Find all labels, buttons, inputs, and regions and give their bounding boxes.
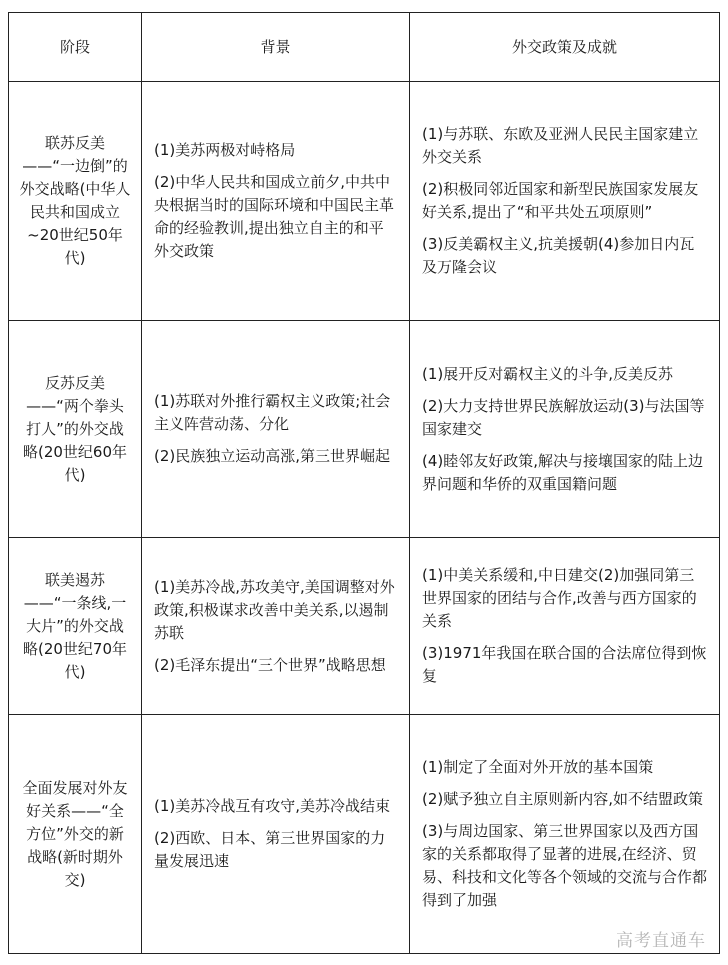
background-item: (1)美苏冷战互有攻守,美苏冷战结束	[154, 797, 391, 815]
policy-item: (4)睦邻友好政策,解决与接壤国家的陆上边界问题和华侨的双重国籍问题	[422, 451, 704, 493]
foreign-policy-table	[8, 12, 720, 954]
policy-cell	[410, 82, 720, 321]
background-item: (1)苏联对外推行霸权主义政策;社会主义阵营动荡、分化	[154, 392, 391, 433]
policy-item: (1)中美关系缓和,中日建交(2)加强同第三世界国家的团结与合作,改善与西方国家的关系	[422, 566, 697, 630]
stage-cell: 全面发展对外友好关系——“全方位”外交的新战略(新时期外交)	[9, 715, 142, 954]
policy-item: (2)赋予独立自主原则新内容,如不结盟政策	[422, 790, 704, 808]
policy-item: (1)制定了全面对外开放的基本国策	[422, 758, 654, 776]
background-item: (2)中华人民共和国成立前夕,中共中央根据当时的国际环境和中国民主革命的经验教训,提出独立自主的和平外交政策	[154, 173, 395, 260]
policy-item: (3)反美霸权主义,抗美援朝(4)参加日内瓦及万隆会议	[422, 235, 695, 276]
header-background: 背景	[142, 13, 410, 82]
stage-cell: 联苏反美——“一边倒”的外交战略(中华人民共和国成立~20世纪50年代)	[9, 82, 142, 321]
background-cell	[142, 538, 410, 715]
policy-item: (3)与周边国家、第三世界国家以及西方国家的关系都取得了显著的进展,在经济、贸易、科技和文化等各个领域的交流与合作都得到了加强	[422, 822, 708, 909]
background-item: (2)民族独立运动高涨,第三世界崛起	[154, 447, 391, 465]
policy-cell	[410, 715, 720, 954]
policy-item: (2)大力支持世界民族解放运动(3)与法国等国家建交	[422, 396, 705, 438]
policy-item: (1)与苏联、东欧及亚洲人民民主国家建立外交关系	[422, 125, 699, 166]
table-row	[9, 538, 720, 715]
table-row	[9, 321, 720, 538]
background-item: (2)西欧、日本、第三世界国家的力量发展迅速	[154, 829, 386, 870]
stage-cell: 联美遏苏——“一条线,一大片”的外交战略(20世纪70年代)	[9, 538, 142, 715]
background-cell	[142, 82, 410, 321]
background-cell	[142, 715, 410, 954]
policy-cell	[410, 321, 720, 538]
table-header-row	[9, 13, 720, 82]
policy-item: (2)积极同邻近国家和新型民族国家发展友好关系,提出了“和平共处五项原则”	[422, 180, 699, 221]
header-policy: 外交政策及成就	[410, 13, 720, 82]
background-cell	[142, 321, 410, 538]
policy-item: (3)1971年我国在联合国的合法席位得到恢复	[422, 644, 707, 685]
background-item: (1)美苏冷战,苏攻美守,美国调整对外政策,积极谋求改善中美关系,以遏制苏联	[154, 577, 395, 642]
background-item: (2)毛泽东提出“三个世界”战略思想	[154, 655, 386, 674]
stage-cell: 反苏反美——“两个拳头打人”的外交战略(20世纪60年代)	[9, 321, 142, 538]
watermark-text: 高考直通车	[616, 931, 706, 951]
background-item: (1)美苏两极对峙格局	[154, 141, 296, 159]
policy-cell	[410, 538, 720, 715]
header-stage: 阶段	[9, 13, 142, 82]
table-row	[9, 82, 720, 321]
policy-item: (1)展开反对霸权主义的斗争,反美反苏	[422, 364, 674, 383]
table-row	[9, 715, 720, 954]
